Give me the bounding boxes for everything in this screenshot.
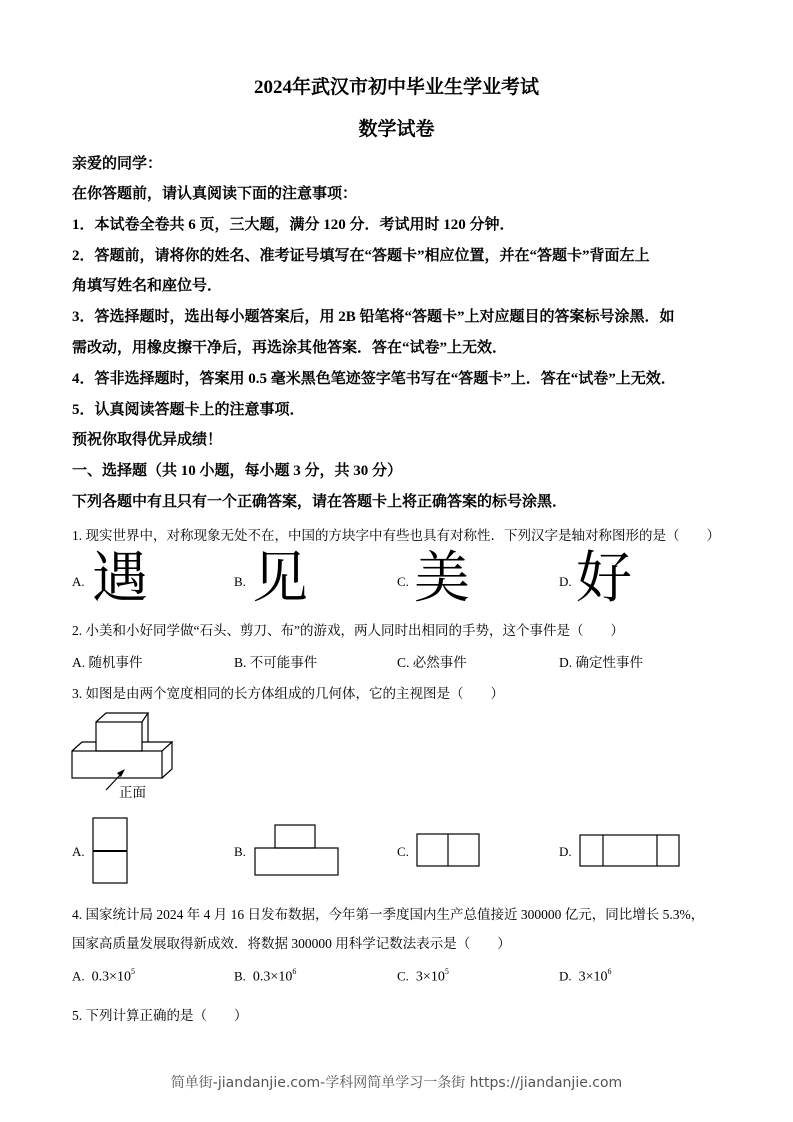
q3-option-c-label: C.	[397, 844, 409, 859]
q4-option-d	[559, 968, 612, 986]
section-heading: 一、选择题（共 10 小题，每小题 3 分，共 30 分）	[72, 463, 403, 479]
wish-text: 预祝你取得优异成绩！	[72, 432, 223, 448]
q3-option-d-shape	[580, 835, 679, 866]
q2-option-c-label: C.	[397, 655, 410, 670]
q4-option-c-label: C.	[397, 968, 409, 984]
notice-item-5: 5．认真阅读答题卡上的注意事项．	[72, 402, 305, 418]
question-2-stem: 2. 小美和小好同学做“石头、剪刀、布”的游戏，两人同时出相同的手势，这个事件是（ ）	[72, 623, 624, 638]
q3-option-b-shape	[255, 825, 338, 875]
question-4-stem-line1: 4. 国家统计局 2024 年 4 月 16 日发布数据，今年第一季度国内生产总值接近 300000 亿元，同比增长 5.3%，	[72, 907, 705, 922]
q4-option-a-base: 0.3×10	[91, 969, 132, 985]
q1-option-a-char: 遇	[92, 546, 148, 611]
question-3-stem: 3. 如图是由两个宽度相同的长方体组成的几何体，它的主视图是（ ）	[72, 686, 504, 701]
q4-option-b-label: B.	[234, 968, 246, 984]
q4-option-c	[397, 968, 449, 986]
q2-option-c-text: 必然事件	[412, 655, 467, 670]
q2-option-a-text: 随机事件	[88, 655, 143, 670]
greeting: 亲爱的同学：	[72, 156, 163, 172]
notice-item-3: 3．答选择题时，选出每小题答案后，用 2B 铅笔将“答题卡”上对应题目的答案标号涂黑．如	[72, 309, 675, 325]
exam-title: 2024年武汉市初中毕业生学业考试	[253, 77, 539, 98]
front-direction-label: 正面	[119, 785, 146, 800]
q4-option-b-exp: 6	[292, 967, 297, 976]
q3-option-a-label: A.	[72, 844, 85, 859]
q1-option-a-label: A.	[72, 574, 85, 589]
footer-watermark: 简单街-jiandanjie.com-学科网简单学习一条街 https://jiandanjie.com	[170, 1075, 623, 1091]
q4-option-a-label: A.	[72, 968, 85, 984]
notice-item-3-cont: 需改动，用橡皮擦干净后，再选涂其他答案．答在“试卷”上无效．	[72, 340, 508, 356]
q3-option-c-shape	[417, 834, 479, 866]
q4-option-b	[234, 968, 296, 986]
section-instruction: 下列各题中有且只有一个正确答案，请在答题卡上将正确答案的标号涂黑．	[72, 494, 568, 510]
q4-option-a-exp: 5	[131, 967, 136, 976]
question-5-stem: 5. 下列计算正确的是（ ）	[72, 1008, 248, 1023]
q3-option-d-label: D.	[559, 844, 572, 859]
exam-subtitle: 数学试卷	[358, 119, 435, 140]
q4-option-c-base: 3×10	[415, 969, 445, 985]
notice-item-1: 1．本试卷全卷共 6 页，三大题，满分 120 分．考试用时 120 分钟．	[72, 217, 515, 233]
q4-option-c-exp: 5	[444, 967, 449, 976]
q4-option-d-exp: 6	[607, 967, 612, 976]
q1-option-b-label: B.	[234, 574, 246, 589]
question-1-stem: 1. 现实世界中，对称现象无处不在，中国的方块字中有些也具有对称性．下列汉字是轴对称图形的是（ ）	[72, 528, 720, 543]
q2-option-b-label: B.	[234, 655, 247, 670]
q1-option-c-label: C.	[397, 574, 409, 589]
q1-option-d-label: D.	[559, 574, 572, 589]
q3-option-a-shape	[93, 818, 127, 883]
q2-option-b-text: 不可能事件	[249, 655, 318, 670]
q4-option-b-base: 0.3×10	[252, 969, 293, 985]
q3-option-b-label: B.	[234, 844, 246, 859]
q4-option-d-base: 3×10	[578, 969, 608, 985]
notice-item-2-cont: 角填写姓名和座位号．	[72, 278, 223, 294]
q1-option-d-char: 好	[576, 546, 632, 611]
q2-option-a-label: A.	[72, 655, 86, 670]
q4-option-a	[72, 968, 135, 986]
q4-option-d-label: D.	[559, 968, 572, 984]
question-4-stem-line2: 国家高质量发展取得新成效．将数据 300000 用科学记数法表示是（ ）	[72, 936, 511, 951]
notice-item-4: 4．答非选择题时，答案用 0.5 毫米黑色笔迹签字笔书写在“答题卡”上．答在“试卷”上无效．	[72, 371, 676, 387]
notice-intro: 在你答题前，请认真阅读下面的注意事项：	[72, 186, 358, 202]
q1-option-b-char: 见	[252, 546, 308, 611]
q1-option-c-char: 美	[414, 546, 470, 611]
q2-option-d-text: 确定性事件	[575, 655, 643, 670]
q2-option-d-label: D.	[559, 655, 573, 670]
notice-item-2: 2．答题前，请将你的姓名、准考证号填写在“答题卡”相应位置，并在“答题卡”背面左上	[72, 248, 650, 264]
